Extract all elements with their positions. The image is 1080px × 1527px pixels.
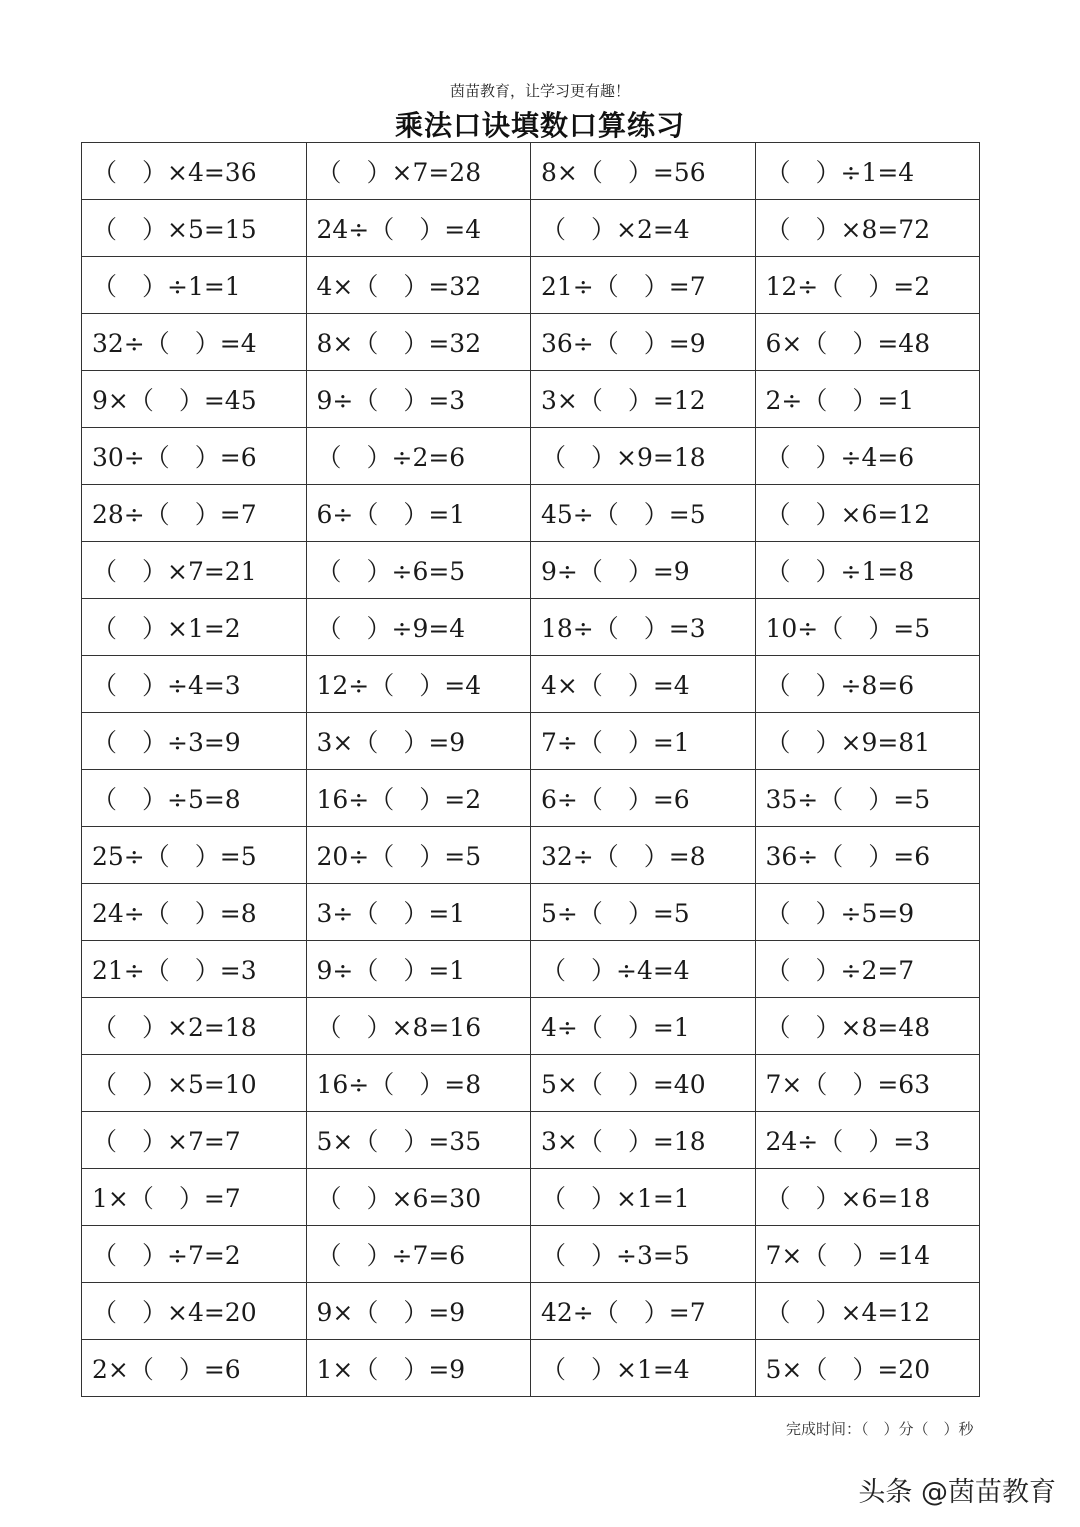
exercise-cell: 24÷（ ）=8 [82,884,307,941]
exercise-cell: 21÷（ ）=3 [82,941,307,998]
exercise-cell: 24÷（ ）=4 [306,200,531,257]
table-row [82,200,980,257]
exercise-cell: 8×（ ）=56 [531,143,756,200]
table-row [82,827,980,884]
exercise-cell: 4÷（ ）=1 [531,998,756,1055]
exercise-cell: 4×（ ）=32 [306,257,531,314]
exercise-cell: （ ）×6=30 [306,1169,531,1226]
exercise-cell: 45÷（ ）=5 [531,485,756,542]
exercise-cell: 2÷（ ）=1 [755,371,980,428]
exercise-table [81,142,980,1397]
exercise-cell: 9×（ ）=9 [306,1283,531,1340]
exercise-cell: 1×（ ）=9 [306,1340,531,1397]
exercise-cell: （ ）÷3=9 [82,713,307,770]
table-row [82,143,980,200]
exercise-cell: 6÷（ ）=6 [531,770,756,827]
table-row [82,314,980,371]
exercise-cell: 3×（ ）=9 [306,713,531,770]
exercise-cell: 6÷（ ）=1 [306,485,531,542]
exercise-cell: 7×（ ）=14 [755,1226,980,1283]
exercise-cell: 16÷（ ）=2 [306,770,531,827]
exercise-cell: （ ）×4=36 [82,143,307,200]
exercise-cell: 32÷（ ）=4 [82,314,307,371]
exercise-cell: （ ）÷5=9 [755,884,980,941]
exercise-cell: 25÷（ ）=5 [82,827,307,884]
table-row [82,656,980,713]
page-title: 乘法口诀填数口算练习 [394,109,685,142]
table-row [82,884,980,941]
table-row [82,1055,980,1112]
exercise-cell: （ ）÷4=6 [755,428,980,485]
table-row [82,998,980,1055]
exercise-cell: 32÷（ ）=8 [531,827,756,884]
exercise-cell: （ ）×6=18 [755,1169,980,1226]
exercise-cell: （ ）×7=7 [82,1112,307,1169]
exercise-cell: （ ）×1=2 [82,599,307,656]
exercise-cell: （ ）×7=21 [82,542,307,599]
completion-time-label: 完成时间：（ ）分（ ）秒 [786,1420,974,1438]
exercise-cell: （ ）×6=12 [755,485,980,542]
exercise-cell: （ ）×9=81 [755,713,980,770]
exercise-cell: 3×（ ）=12 [531,371,756,428]
table-row [82,941,980,998]
exercise-cell: （ ）×8=16 [306,998,531,1055]
exercise-cell: （ ）÷1=1 [82,257,307,314]
exercise-cell: 5×（ ）=20 [755,1340,980,1397]
exercise-cell: 35÷（ ）=5 [755,770,980,827]
exercise-cell: （ ）÷1=4 [755,143,980,200]
exercise-cell: （ ）×8=72 [755,200,980,257]
exercise-cell: （ ）÷7=6 [306,1226,531,1283]
exercise-cell: （ ）÷8=6 [755,656,980,713]
table-row [82,1340,980,1397]
table-row [82,542,980,599]
exercise-cell: （ ）÷5=8 [82,770,307,827]
exercise-cell: （ ）×5=10 [82,1055,307,1112]
table-row [82,713,980,770]
table-row [82,371,980,428]
exercise-cell: 6×（ ）=48 [755,314,980,371]
exercise-cell: （ ）÷3=5 [531,1226,756,1283]
exercise-cell: 20÷（ ）=5 [306,827,531,884]
exercise-cell: （ ）÷4=3 [82,656,307,713]
exercise-cell: 5×（ ）=40 [531,1055,756,1112]
table-row [82,599,980,656]
table-row [82,428,980,485]
exercise-cell: （ ）×7=28 [306,143,531,200]
table-row [82,257,980,314]
exercise-cell: （ ）÷9=4 [306,599,531,656]
exercise-cell: 18÷（ ）=3 [531,599,756,656]
exercise-cell: （ ）÷1=8 [755,542,980,599]
table-row [82,1283,980,1340]
exercise-cell: 9÷（ ）=1 [306,941,531,998]
exercise-cell: （ ）×8=48 [755,998,980,1055]
exercise-cell: （ ）×2=18 [82,998,307,1055]
exercise-cell: 3×（ ）=18 [531,1112,756,1169]
exercise-cell: 8×（ ）=32 [306,314,531,371]
exercise-cell: 42÷（ ）=7 [531,1283,756,1340]
exercise-cell: 36÷（ ）=6 [755,827,980,884]
exercise-cell: 7×（ ）=63 [755,1055,980,1112]
exercise-cell: 9÷（ ）=3 [306,371,531,428]
exercise-cell: 2×（ ）=6 [82,1340,307,1397]
exercise-cell: 28÷（ ）=7 [82,485,307,542]
exercise-cell: 5÷（ ）=5 [531,884,756,941]
exercise-cell: （ ）÷7=2 [82,1226,307,1283]
exercise-cell: （ ）×2=4 [531,200,756,257]
exercise-cell: 4×（ ）=4 [531,656,756,713]
exercise-cell: 12÷（ ）=2 [755,257,980,314]
exercise-cell: 7÷（ ）=1 [531,713,756,770]
exercise-cell: 10÷（ ）=5 [755,599,980,656]
exercise-cell: 36÷（ ）=9 [531,314,756,371]
tagline: 茵苗教育，让学习更有趣！ [449,82,630,100]
exercise-cell: 21÷（ ）=7 [531,257,756,314]
table-row [82,1112,980,1169]
exercise-cell: 30÷（ ）=6 [82,428,307,485]
exercise-cell: （ ）÷4=4 [531,941,756,998]
exercise-cell: （ ）×5=15 [82,200,307,257]
exercise-cell: （ ）÷6=5 [306,542,531,599]
exercise-cell: 5×（ ）=35 [306,1112,531,1169]
exercise-cell: 3÷（ ）=1 [306,884,531,941]
exercise-cell: 1×（ ）=7 [82,1169,307,1226]
exercise-cell: （ ）×1=4 [531,1340,756,1397]
table-row [82,485,980,542]
exercise-cell: 16÷（ ）=8 [306,1055,531,1112]
exercise-cell: 24÷（ ）=3 [755,1112,980,1169]
exercise-cell: （ ）×9=18 [531,428,756,485]
exercise-cell: 9×（ ）=45 [82,371,307,428]
exercise-cell: （ ）×4=20 [82,1283,307,1340]
exercise-cell: （ ）×1=1 [531,1169,756,1226]
watermark-text: 头条 @茵苗教育 [858,1477,1056,1508]
exercise-cell: （ ）×4=12 [755,1283,980,1340]
exercise-cell: 9÷（ ）=9 [531,542,756,599]
table-row [82,770,980,827]
table-row [82,1226,980,1283]
exercise-cell: （ ）÷2=7 [755,941,980,998]
exercise-cell: 12÷（ ）=4 [306,656,531,713]
table-row [82,1169,980,1226]
exercise-cell: （ ）÷2=6 [306,428,531,485]
